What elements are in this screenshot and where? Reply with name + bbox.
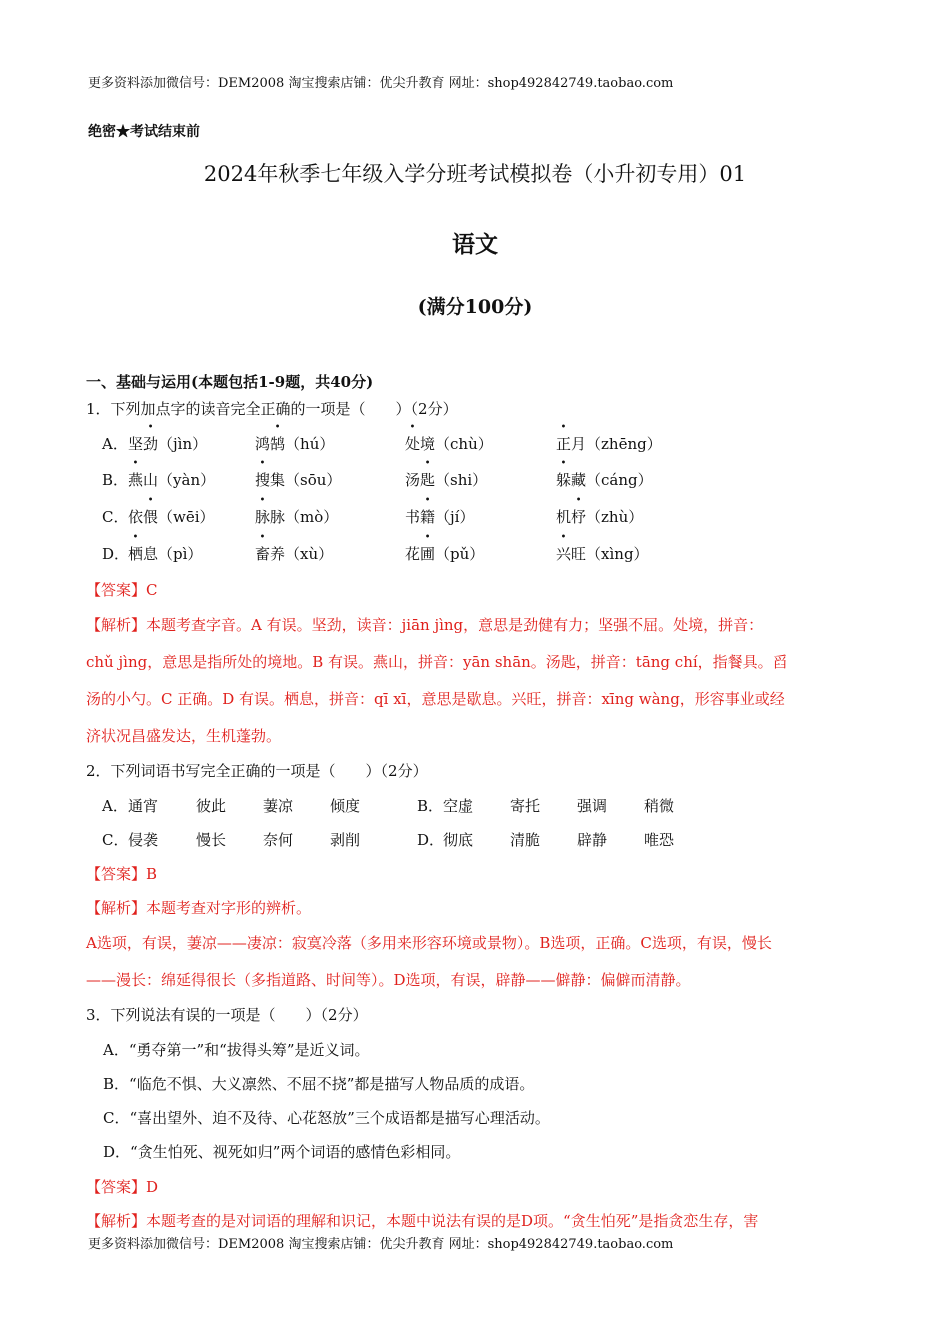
- q2-option-word: 剥削: [330, 831, 361, 849]
- word-part: 汤: [405, 471, 421, 489]
- dotted-character: 畜: [255, 545, 271, 563]
- q2-analysis-line: [86, 897, 311, 918]
- q2-option-word: 唯恐: [644, 831, 675, 849]
- word-part: 月: [571, 435, 587, 453]
- pinyin: （mò）: [285, 508, 339, 526]
- q2-option-word: 寄托: [510, 797, 541, 815]
- q2-answer: [86, 863, 157, 884]
- q2-option-word: 空虚: [443, 797, 474, 815]
- dotted-character: 栖: [128, 545, 144, 563]
- analysis-tag: 【解析】: [86, 616, 147, 634]
- word-part: 集: [270, 471, 286, 489]
- q1-option-word: [556, 543, 649, 564]
- analysis-text: 本题考查字音。A 有误。坚劲，读音：jiān jìng，意思是劲健有力；坚强不屈。处境，拼音：: [146, 616, 764, 634]
- pinyin: （zhù）: [586, 508, 644, 526]
- word-part: 山: [143, 471, 159, 489]
- q1-option-word: [405, 469, 487, 490]
- pinyin: （xù）: [285, 545, 334, 563]
- q2-option-word: 稍微: [644, 797, 675, 815]
- q3-option: C．“喜出望外、迫不及待、心花怒放”三个成语都是描写心理活动。: [103, 1109, 550, 1127]
- q2-analysis-line: ——漫长：绵延得很长（多指道路、时间等）。D选项，有误，辟静——僻静：偏僻而清静。: [86, 971, 691, 989]
- word-part: 花: [405, 545, 421, 563]
- dotted-character: 籍: [420, 508, 436, 526]
- pinyin: （jìn）: [158, 435, 208, 453]
- answer-tag: 【答案】: [86, 581, 147, 599]
- q3-option: B．“临危不惧、大义凛然、不屈不挠”都是描写人物品质的成语。: [103, 1075, 535, 1093]
- subject-title: 语文: [452, 231, 498, 258]
- word-part: 脉: [270, 508, 286, 526]
- q2-option-word: 通宵: [128, 797, 159, 815]
- q2-option-word: 奈何: [263, 831, 294, 849]
- q1-analysis-line: 济状况昌盛发达，生机蓬勃。: [86, 727, 282, 745]
- pinyin: （wēi）: [158, 508, 215, 526]
- word-part: 养: [270, 545, 286, 563]
- q1-option-word: [255, 469, 341, 490]
- answer-value: B: [146, 865, 158, 883]
- q1-option-word: [255, 506, 338, 527]
- q1-analysis-line: 汤的小勺。C 正确。D 有误。栖息，拼音：qī xī，意思是歇息。兴旺，拼音：xīng wàng，形容事业或经: [86, 690, 785, 708]
- word-part: 旺: [571, 545, 587, 563]
- dotted-character: 燕: [128, 471, 144, 489]
- section-heading: 一、基础与运用(本题包括1-9题，共40分): [86, 373, 374, 391]
- answer-value: D: [146, 1178, 159, 1196]
- q1-option-word: [556, 433, 662, 454]
- answer-tag: 【答案】: [86, 1178, 147, 1196]
- exam-title: 2024年秋季七年级入学分班考试模拟卷（小升初专用）01: [203, 162, 747, 186]
- q2-option-word: 强调: [577, 797, 608, 815]
- q1-answer: [86, 579, 158, 600]
- dotted-character: 躲: [556, 471, 572, 489]
- word-part: 鸿: [255, 435, 271, 453]
- word-part: 坚: [128, 435, 144, 453]
- pinyin: （pì）: [158, 545, 203, 563]
- dotted-character: 脉: [255, 508, 271, 526]
- q2-stem: 2．下列词语书写完全正确的一项是（ ）（2分）: [86, 762, 428, 780]
- pinyin: （pǔ）: [435, 545, 485, 563]
- header-promo-text: 更多资料添加微信号：DEM2008 淘宝搜索店铺：优尖升教育 网址：shop492842749.taobao.com: [88, 76, 674, 91]
- q1-option-word: [128, 433, 207, 454]
- word-part: 机: [556, 508, 572, 526]
- q1-analysis-line: [86, 614, 763, 635]
- q2-option-word: 侵袭: [128, 831, 159, 849]
- word-part: 境: [420, 435, 436, 453]
- full-score: (满分100分): [417, 296, 533, 318]
- q2-option-word: 辟静: [577, 831, 608, 849]
- q1-option-word: [405, 433, 493, 454]
- pinyin: （zhēng）: [586, 435, 662, 453]
- q1-option-word: [255, 433, 334, 454]
- q1-option-label: D．: [102, 545, 130, 563]
- q2-option-word: 彼此: [196, 797, 227, 815]
- pinyin: （xìng）: [586, 545, 649, 563]
- word-part: 藏: [571, 471, 587, 489]
- q2-option-label: D．: [417, 831, 445, 849]
- pinyin: （cáng）: [586, 471, 653, 489]
- q1-option-word: [255, 543, 333, 564]
- pinyin: （jí）: [435, 508, 475, 526]
- dotted-character: 兴: [556, 545, 572, 563]
- q1-option-word: [128, 469, 215, 490]
- dotted-character: 正: [556, 435, 572, 453]
- q3-answer: [86, 1176, 158, 1197]
- dotted-character: 匙: [420, 471, 436, 489]
- q1-option-label: C．: [102, 508, 129, 526]
- analysis-tag: 【解析】: [86, 1212, 147, 1230]
- analysis-tag: 【解析】: [86, 899, 147, 917]
- q3-stem: 3．下列说法有误的一项是（ ）（2分）: [86, 1006, 368, 1024]
- dotted-character: 搜: [255, 471, 271, 489]
- analysis-text: 本题考查的是对词语的理解和识记，本题中说法有误的是D项。“贪生怕死”是指贪恋生存，害: [146, 1212, 759, 1230]
- q1-analysis-line: chǔ jìng，意思是指所处的境地。B 有误。燕山，拼音：yān shān。汤匙，拼音：tāng chí，指餐具。舀: [86, 653, 788, 671]
- q2-option-word: 清脆: [510, 831, 541, 849]
- footer-promo-text: 更多资料添加微信号：DEM2008 淘宝搜索店铺：优尖升教育 网址：shop492842749.taobao.com: [88, 1237, 674, 1252]
- pinyin: （hú）: [285, 435, 335, 453]
- dotted-character: 偎: [143, 508, 159, 526]
- q2-analysis-line: A选项，有误，萋凉——凄凉：寂寞冷落（多用来形容环境或景物）。B选项，正确。C选项，有误，慢长: [86, 934, 772, 952]
- answer-tag: 【答案】: [86, 865, 147, 883]
- q1-option-word: [405, 506, 474, 527]
- q1-stem: 1．下列加点字的读音完全正确的一项是（ ）（2分）: [86, 400, 458, 418]
- answer-value: C: [146, 581, 158, 599]
- q1-option-word: [556, 469, 653, 490]
- q3-analysis-line: [86, 1210, 758, 1231]
- q3-option: D．“贪生怕死、视死如归”两个词语的感情色彩相同。: [103, 1143, 461, 1161]
- q2-option-label: C．: [102, 831, 129, 849]
- dotted-character: 杼: [571, 508, 587, 526]
- q3-option: A．“勇夺第一”和“拔得头筹”是近义词。: [103, 1041, 370, 1059]
- q1-option-word: [128, 543, 202, 564]
- word-part: 依: [128, 508, 144, 526]
- pinyin: （chù）: [435, 435, 493, 453]
- dotted-character: 处: [405, 435, 421, 453]
- q1-option-word: [556, 506, 643, 527]
- q1-option-label: B．: [102, 471, 129, 489]
- q2-option-label: B．: [417, 797, 444, 815]
- dotted-character: 圃: [420, 545, 436, 563]
- dotted-character: 鹄: [270, 435, 286, 453]
- q2-option-word: 萋凉: [263, 797, 294, 815]
- pinyin: （yàn）: [158, 471, 216, 489]
- secret-label: 绝密★考试结束前: [88, 124, 200, 140]
- q1-option-label: A．: [102, 435, 128, 453]
- q2-option-label: A．: [102, 797, 128, 815]
- q2-option-word: 慢长: [196, 831, 227, 849]
- q2-option-word: 彻底: [443, 831, 474, 849]
- q1-option-word: [128, 506, 215, 527]
- word-part: 息: [143, 545, 159, 563]
- q2-option-word: 倾度: [330, 797, 361, 815]
- pinyin: （shi）: [435, 471, 488, 489]
- word-part: 书: [405, 508, 421, 526]
- pinyin: （sōu）: [285, 471, 342, 489]
- analysis-text: 本题考查对字形的辨析。: [146, 899, 312, 917]
- q1-option-word: [405, 543, 484, 564]
- dotted-character: 劲: [143, 435, 159, 453]
